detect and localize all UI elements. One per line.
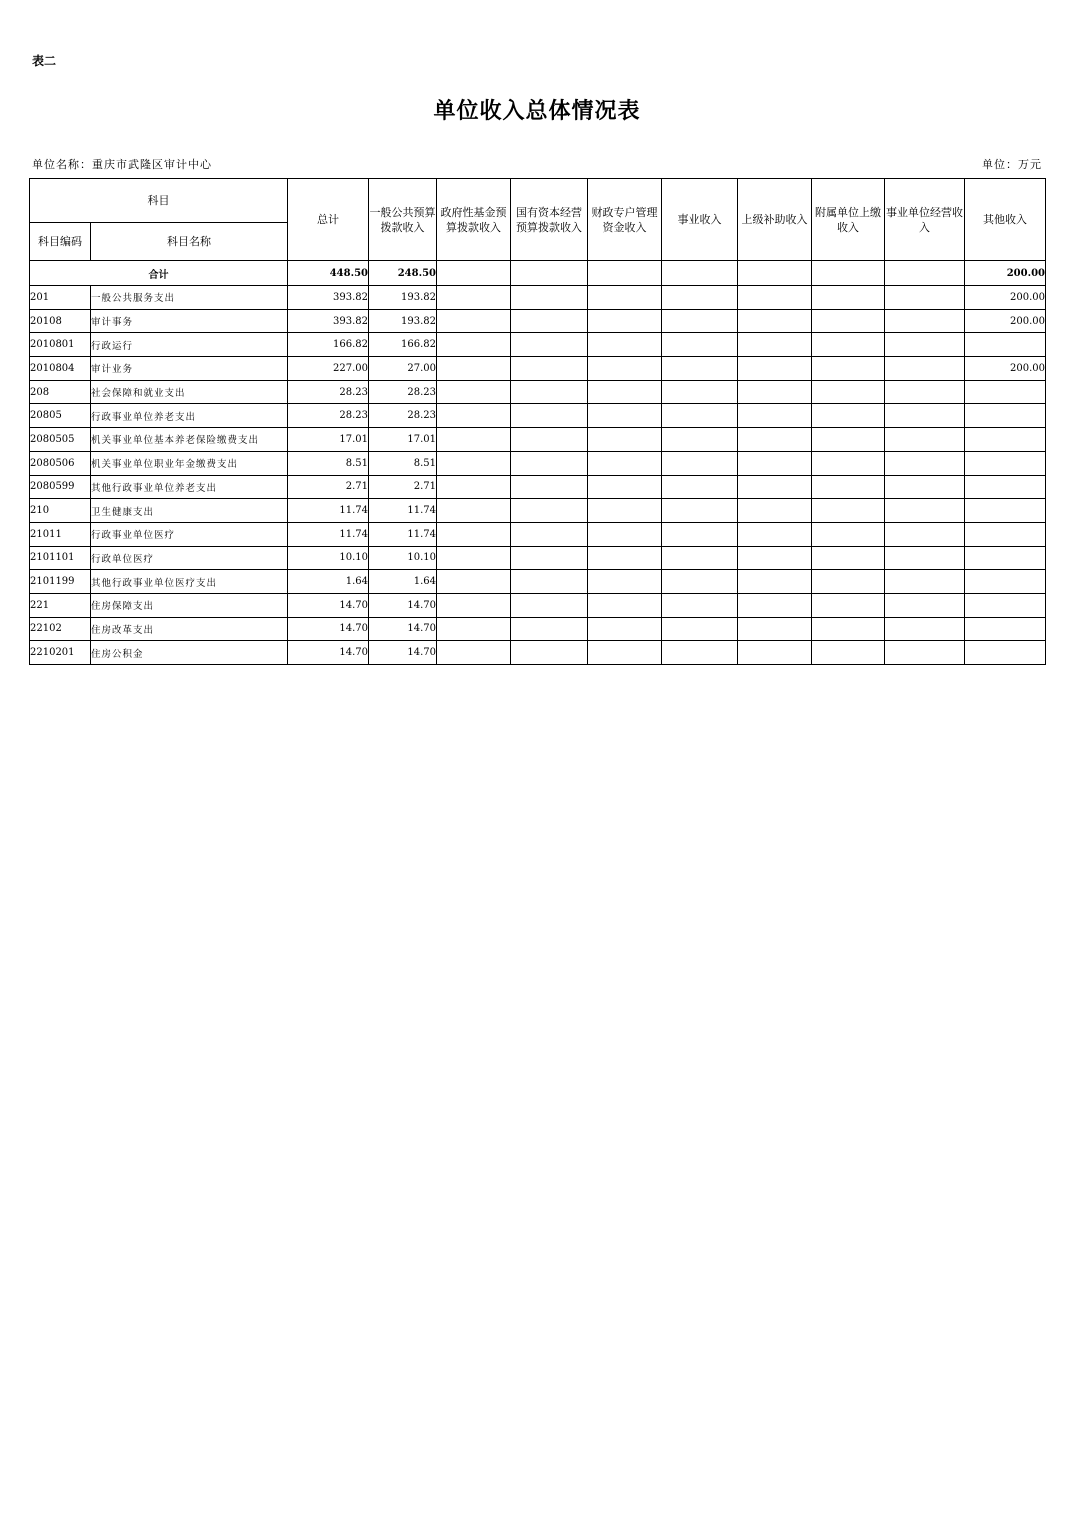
amount-cell <box>738 617 812 641</box>
income-table <box>29 178 1046 665</box>
amount-cell <box>588 357 662 381</box>
table-row <box>30 641 1046 665</box>
total-label: 合计 <box>30 261 288 286</box>
amount-cell <box>588 286 662 310</box>
amount-cell <box>588 641 662 665</box>
amount-cell <box>437 475 511 499</box>
subject-name-cell: 审计业务 <box>91 357 288 381</box>
amount-cell: 166.82 <box>288 333 369 357</box>
amount-cell <box>588 404 662 428</box>
subject-name-cell: 行政运行 <box>91 333 288 357</box>
amount-cell <box>812 475 885 499</box>
amount-cell <box>885 404 965 428</box>
amount-cell: 28.23 <box>288 404 369 428</box>
amount-cell <box>812 404 885 428</box>
subject-code-cell: 221 <box>30 593 91 617</box>
total-cell: 200.00 <box>965 261 1046 286</box>
amount-cell: 2.71 <box>288 475 369 499</box>
table-row <box>30 593 1046 617</box>
amount-cell <box>965 641 1046 665</box>
subject-code-cell: 2101199 <box>30 570 91 594</box>
amount-cell <box>885 309 965 333</box>
amount-cell <box>738 641 812 665</box>
header-state-capital: 国有资本经营预算拨款收入 <box>511 179 588 261</box>
subject-code-cell: 21011 <box>30 522 91 546</box>
amount-cell <box>437 380 511 404</box>
amount-cell <box>965 380 1046 404</box>
amount-cell <box>588 570 662 594</box>
amount-cell <box>511 475 588 499</box>
amount-cell <box>588 522 662 546</box>
currency-unit-label: 单位：万元 <box>982 158 1042 171</box>
subject-name-cell: 一般公共服务支出 <box>91 286 288 310</box>
total-cell <box>738 261 812 286</box>
subject-name-cell: 住房改革支出 <box>91 617 288 641</box>
amount-cell: 11.74 <box>288 499 369 523</box>
amount-cell <box>738 286 812 310</box>
amount-cell: 200.00 <box>965 357 1046 381</box>
table-row <box>30 499 1046 523</box>
amount-cell <box>437 333 511 357</box>
amount-cell: 28.23 <box>288 380 369 404</box>
header-special-account: 财政专户管理资金收入 <box>588 179 662 261</box>
amount-cell: 14.70 <box>369 641 437 665</box>
amount-cell <box>437 357 511 381</box>
amount-cell <box>662 499 738 523</box>
table-row <box>30 570 1046 594</box>
total-cell <box>437 261 511 286</box>
subject-name-cell: 行政单位医疗 <box>91 546 288 570</box>
amount-cell <box>885 428 965 452</box>
amount-cell <box>885 475 965 499</box>
amount-cell <box>965 546 1046 570</box>
amount-cell: 10.10 <box>288 546 369 570</box>
amount-cell <box>738 428 812 452</box>
table-row <box>30 617 1046 641</box>
amount-cell <box>662 451 738 475</box>
subject-name-cell: 社会保障和就业支出 <box>91 380 288 404</box>
amount-cell <box>588 309 662 333</box>
table-row <box>30 522 1046 546</box>
amount-cell <box>511 570 588 594</box>
amount-cell <box>662 357 738 381</box>
amount-cell: 28.23 <box>369 380 437 404</box>
amount-cell <box>662 546 738 570</box>
amount-cell <box>738 522 812 546</box>
amount-cell <box>738 451 812 475</box>
table-row <box>30 286 1046 310</box>
amount-cell <box>662 570 738 594</box>
amount-cell <box>437 593 511 617</box>
header-general-budget: 一般公共预算拨款收入 <box>369 179 437 261</box>
subject-code-cell: 2010804 <box>30 357 91 381</box>
amount-cell: 166.82 <box>369 333 437 357</box>
amount-cell: 193.82 <box>369 309 437 333</box>
subject-name-cell: 机关事业单位基本养老保险缴费支出 <box>91 428 288 452</box>
table-row <box>30 357 1046 381</box>
header-operating-income: 事业单位经营收入 <box>885 179 965 261</box>
amount-cell <box>885 451 965 475</box>
amount-cell <box>511 428 588 452</box>
amount-cell <box>437 546 511 570</box>
amount-cell <box>965 593 1046 617</box>
amount-cell <box>662 404 738 428</box>
total-cell <box>511 261 588 286</box>
amount-cell: 193.82 <box>369 286 437 310</box>
amount-cell <box>965 451 1046 475</box>
amount-cell <box>511 522 588 546</box>
subject-code-cell: 2101101 <box>30 546 91 570</box>
amount-cell <box>511 333 588 357</box>
amount-cell <box>812 309 885 333</box>
amount-cell <box>885 570 965 594</box>
table-row <box>30 428 1046 452</box>
amount-cell <box>738 333 812 357</box>
amount-cell: 11.74 <box>288 522 369 546</box>
amount-cell: 11.74 <box>369 522 437 546</box>
amount-cell <box>885 286 965 310</box>
subject-code-cell: 22102 <box>30 617 91 641</box>
header-subject-group: 科目 <box>30 179 288 223</box>
amount-cell: 8.51 <box>288 451 369 475</box>
amount-cell <box>588 593 662 617</box>
amount-cell <box>588 475 662 499</box>
total-row <box>30 261 1046 286</box>
subject-code-cell: 2080599 <box>30 475 91 499</box>
subject-name-cell: 住房保障支出 <box>91 593 288 617</box>
amount-cell <box>437 404 511 428</box>
subject-name-cell: 审计事务 <box>91 309 288 333</box>
amount-cell: 393.82 <box>288 286 369 310</box>
amount-cell <box>965 428 1046 452</box>
amount-cell <box>662 333 738 357</box>
header-business-income: 事业收入 <box>662 179 738 261</box>
subject-code-cell: 2080506 <box>30 451 91 475</box>
amount-cell <box>812 451 885 475</box>
amount-cell <box>662 641 738 665</box>
amount-cell <box>662 428 738 452</box>
amount-cell <box>885 617 965 641</box>
amount-cell <box>511 380 588 404</box>
total-cell <box>812 261 885 286</box>
amount-cell <box>511 286 588 310</box>
amount-cell <box>885 593 965 617</box>
total-cell <box>588 261 662 286</box>
amount-cell <box>662 475 738 499</box>
amount-cell: 14.70 <box>288 617 369 641</box>
amount-cell <box>511 593 588 617</box>
amount-cell <box>511 357 588 381</box>
amount-cell <box>511 546 588 570</box>
amount-cell <box>885 499 965 523</box>
amount-cell <box>812 333 885 357</box>
amount-cell: 17.01 <box>288 428 369 452</box>
amount-cell: 1.64 <box>369 570 437 594</box>
subject-code-cell: 20108 <box>30 309 91 333</box>
page-title: 单位收入总体情况表 <box>433 98 641 124</box>
amount-cell <box>965 617 1046 641</box>
table-row <box>30 546 1046 570</box>
amount-cell: 17.01 <box>369 428 437 452</box>
amount-cell: 10.10 <box>369 546 437 570</box>
amount-cell <box>812 570 885 594</box>
amount-cell: 11.74 <box>369 499 437 523</box>
amount-cell <box>738 475 812 499</box>
amount-cell: 227.00 <box>288 357 369 381</box>
amount-cell <box>662 522 738 546</box>
amount-cell <box>437 309 511 333</box>
amount-cell <box>738 546 812 570</box>
amount-cell: 28.23 <box>369 404 437 428</box>
amount-cell <box>437 428 511 452</box>
amount-cell <box>662 593 738 617</box>
amount-cell <box>511 451 588 475</box>
amount-cell <box>885 641 965 665</box>
header-superior-subsidy: 上级补助收入 <box>738 179 812 261</box>
table-row <box>30 404 1046 428</box>
amount-cell <box>437 641 511 665</box>
amount-cell <box>812 499 885 523</box>
table-row <box>30 475 1046 499</box>
amount-cell: 393.82 <box>288 309 369 333</box>
subject-code-cell: 201 <box>30 286 91 310</box>
header-other-income: 其他收入 <box>965 179 1046 261</box>
amount-cell <box>738 357 812 381</box>
subject-code-cell: 210 <box>30 499 91 523</box>
total-cell: 448.50 <box>288 261 369 286</box>
amount-cell <box>662 286 738 310</box>
subject-code-cell: 2010801 <box>30 333 91 357</box>
amount-cell <box>662 309 738 333</box>
amount-cell <box>812 428 885 452</box>
amount-cell <box>812 641 885 665</box>
amount-cell <box>812 546 885 570</box>
amount-cell <box>738 593 812 617</box>
amount-cell <box>588 617 662 641</box>
subject-code-cell: 20805 <box>30 404 91 428</box>
amount-cell <box>738 380 812 404</box>
amount-cell: 27.00 <box>369 357 437 381</box>
amount-cell <box>662 380 738 404</box>
amount-cell: 14.70 <box>369 617 437 641</box>
amount-cell <box>738 570 812 594</box>
amount-cell <box>885 546 965 570</box>
amount-cell <box>588 333 662 357</box>
subject-name-cell: 其他行政事业单位医疗支出 <box>91 570 288 594</box>
amount-cell <box>437 570 511 594</box>
total-cell <box>885 261 965 286</box>
amount-cell <box>437 499 511 523</box>
amount-cell <box>738 404 812 428</box>
amount-cell <box>511 641 588 665</box>
subject-code-cell: 208 <box>30 380 91 404</box>
amount-cell <box>511 617 588 641</box>
table-row <box>30 380 1046 404</box>
amount-cell <box>885 522 965 546</box>
amount-cell <box>588 546 662 570</box>
amount-cell <box>588 451 662 475</box>
table-row <box>30 333 1046 357</box>
subject-name-cell: 机关事业单位职业年金缴费支出 <box>91 451 288 475</box>
amount-cell <box>738 499 812 523</box>
amount-cell <box>662 617 738 641</box>
header-affiliate-remit: 附属单位上缴收入 <box>812 179 885 261</box>
amount-cell <box>812 357 885 381</box>
header-subject-code: 科目编码 <box>30 223 91 261</box>
amount-cell <box>588 380 662 404</box>
amount-cell: 14.70 <box>288 593 369 617</box>
amount-cell: 200.00 <box>965 286 1046 310</box>
amount-cell <box>437 617 511 641</box>
amount-cell <box>812 593 885 617</box>
amount-cell <box>812 380 885 404</box>
amount-cell <box>437 286 511 310</box>
amount-cell <box>437 451 511 475</box>
table-row <box>30 309 1046 333</box>
header-gov-fund: 政府性基金预算拨款收入 <box>437 179 511 261</box>
amount-cell <box>738 309 812 333</box>
amount-cell <box>812 286 885 310</box>
amount-cell <box>812 617 885 641</box>
amount-cell: 14.70 <box>369 593 437 617</box>
total-cell <box>662 261 738 286</box>
amount-cell <box>588 428 662 452</box>
amount-cell <box>885 333 965 357</box>
amount-cell <box>588 499 662 523</box>
subject-name-cell: 住房公积金 <box>91 641 288 665</box>
table-number: 表二 <box>32 54 57 68</box>
amount-cell: 200.00 <box>965 309 1046 333</box>
amount-cell: 8.51 <box>369 451 437 475</box>
subject-name-cell: 行政事业单位养老支出 <box>91 404 288 428</box>
amount-cell: 1.64 <box>288 570 369 594</box>
amount-cell <box>965 333 1046 357</box>
total-cell: 248.50 <box>369 261 437 286</box>
amount-cell <box>965 570 1046 594</box>
unit-name-label: 单位名称：重庆市武隆区审计中心 <box>32 158 212 171</box>
amount-cell <box>511 404 588 428</box>
subject-code-cell: 2210201 <box>30 641 91 665</box>
header-subject-name: 科目名称 <box>91 223 288 261</box>
amount-cell <box>437 522 511 546</box>
amount-cell <box>885 357 965 381</box>
subject-name-cell: 行政事业单位医疗 <box>91 522 288 546</box>
subject-name-cell: 其他行政事业单位养老支出 <box>91 475 288 499</box>
subject-code-cell: 2080505 <box>30 428 91 452</box>
subject-name-cell: 卫生健康支出 <box>91 499 288 523</box>
amount-cell: 2.71 <box>369 475 437 499</box>
amount-cell <box>511 499 588 523</box>
header-total: 总计 <box>288 179 369 261</box>
amount-cell <box>965 475 1046 499</box>
amount-cell <box>812 522 885 546</box>
table-row <box>30 451 1046 475</box>
amount-cell <box>965 404 1046 428</box>
amount-cell <box>965 499 1046 523</box>
amount-cell <box>965 522 1046 546</box>
amount-cell: 14.70 <box>288 641 369 665</box>
amount-cell <box>511 309 588 333</box>
amount-cell <box>885 380 965 404</box>
